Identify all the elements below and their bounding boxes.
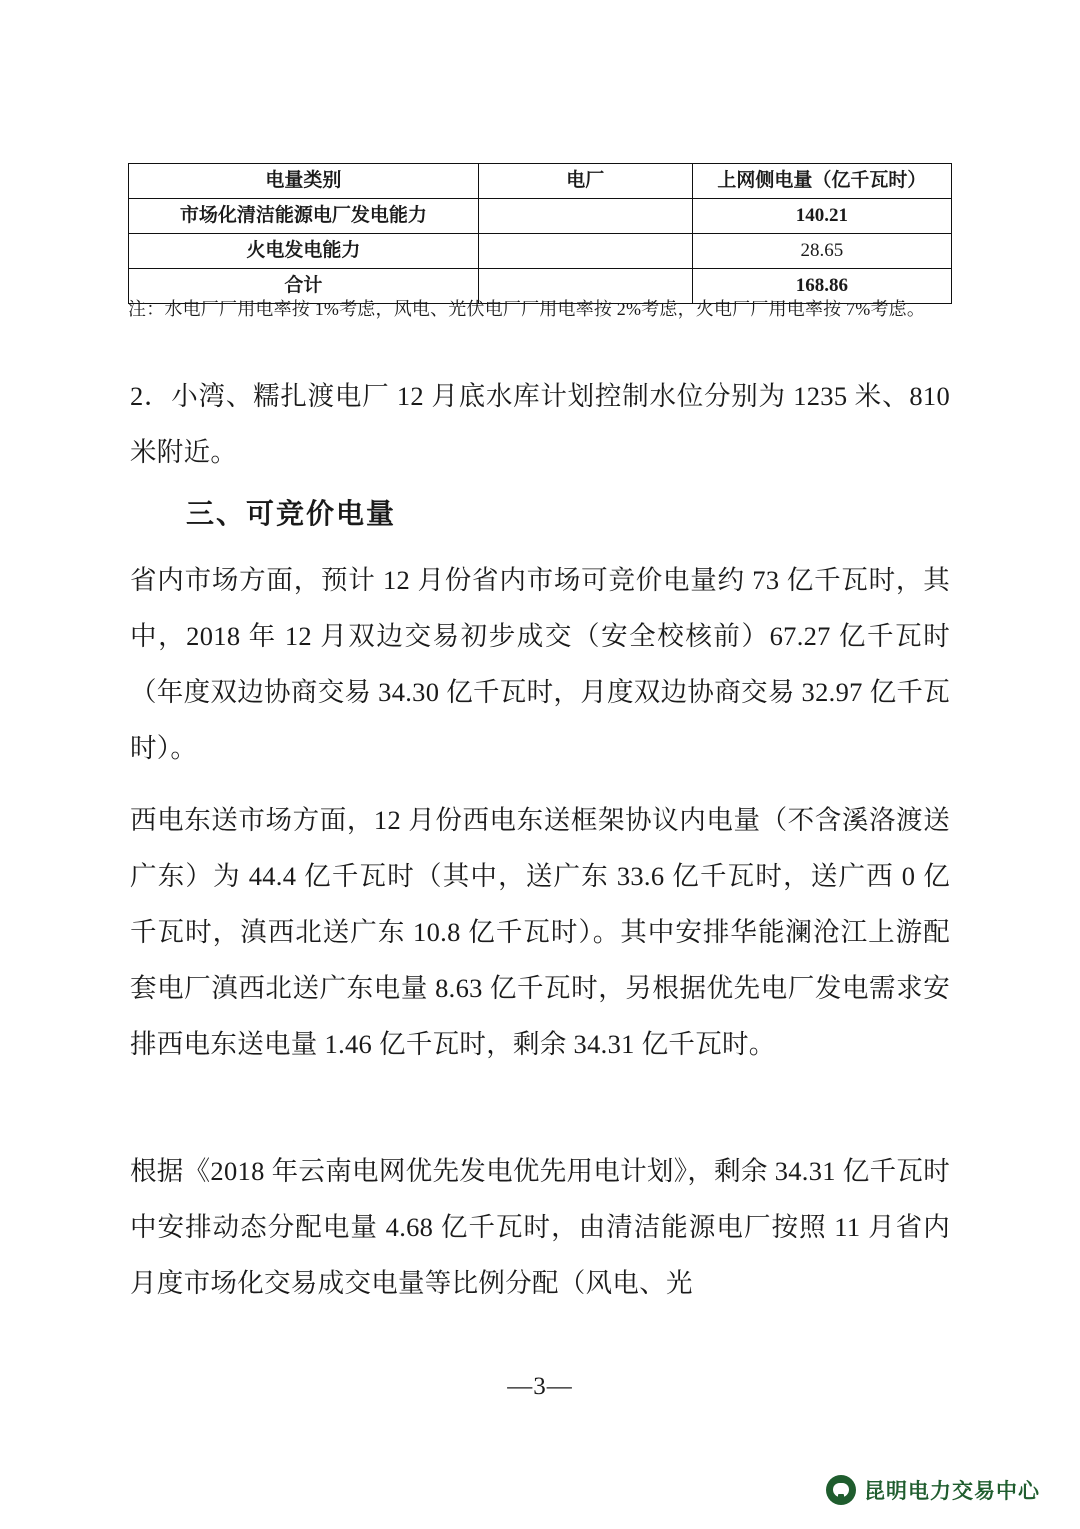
cell-value: 28.65 [692, 234, 951, 269]
cell-category: 合计 [129, 269, 479, 304]
table-header-value: 上网侧电量（亿千瓦时） [692, 164, 951, 199]
section-heading-biddable-power: 三、可竞价电量 [186, 499, 397, 530]
publisher-watermark [826, 1475, 1040, 1505]
energy-capacity-table [128, 163, 952, 304]
table-row [129, 234, 952, 269]
table-note: 注：水电厂厂用电率按 1%考虑，风电、光伏电厂厂用电率按 2%考虑，火电厂厂用电率按 7%考虑。 [128, 299, 926, 319]
paragraph-priority-plan-allocation: 根据《2018 年云南电网优先发电优先用电计划》，剩余 34.31 亿千瓦时中安排动态分配电量 4.68 亿千瓦时，由清洁能源电厂按照 11 月省内月度市场化交易成交电量等比例分配（风电、光 [130, 1156, 950, 1298]
table-header-plant: 电厂 [478, 164, 692, 199]
cell-plant [478, 199, 692, 234]
paragraph-provincial-market: 省内市场方面，预计 12 月份省内市场可竞价电量约 73 亿千瓦时，其中，2018 年 12 月双边交易初步成交（安全校核前）67.27 亿千瓦时（年度双边协商交易 34.30 亿千瓦时，月度双边协商交易 32.97 亿千瓦时）。 [130, 565, 950, 763]
paragraph-west-east-transmission: 西电东送市场方面，12 月份西电东送框架协议内电量（不含溪洛渡送广东）为 44.4 亿千瓦时（其中，送广东 33.6 亿千瓦时，送广西 0 亿千瓦时，滇西北送广东 10.8 亿千瓦时）。其中安排华能澜沧江上游配套电厂滇西北送广东电量 8.63 亿千瓦时，另根据优先电厂发电需求安排西电东送电量 1.46 亿千瓦时，剩余 34.31 亿千瓦时。 [130, 805, 950, 1059]
cell-category: 火电发电能力 [129, 234, 479, 269]
cell-category: 市场化清洁能源电厂发电能力 [129, 199, 479, 234]
cell-plant [478, 234, 692, 269]
paragraph-reservoir-levels: 2．小湾、糯扎渡电厂 12 月底水库计划控制水位分别为 1235 米、810 米附近。 [130, 381, 950, 467]
page-number: —3— [507, 1373, 573, 1400]
publisher-name: 昆明电力交易中心 [864, 1479, 1040, 1503]
table-row [129, 199, 952, 234]
wechat-account-icon [826, 1475, 856, 1505]
cell-value: 168.86 [692, 269, 951, 304]
table-header-row [129, 164, 952, 199]
cell-value: 140.21 [692, 199, 951, 234]
table-header-category: 电量类别 [129, 164, 479, 199]
